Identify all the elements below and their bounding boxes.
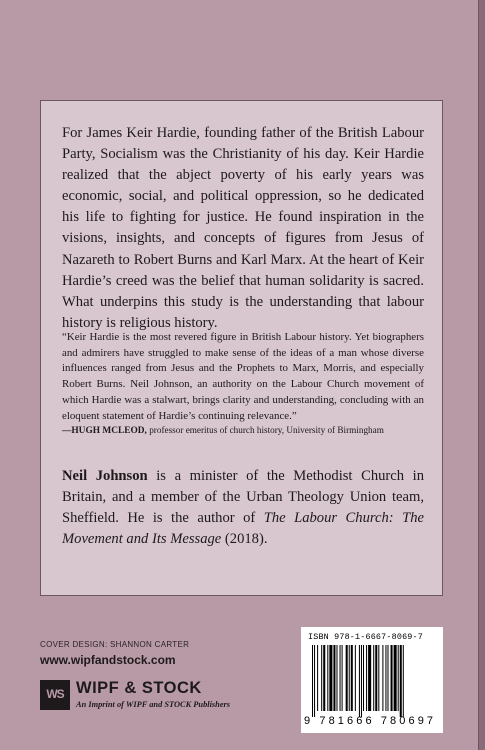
endorsement-quote: “Keir Hardie is the most revered figure in British Labour history. Yet biographers and admirers have struggled to make sense of the ideas of a man whose diverse influences ranged from Jesus and the Prophets to Marx, Morris, and especially Robert Burns. Neil Johnson, an authority on the Labour Church movement of which Hardie was a stalwart, brings clarity and understanding, concluding with an eloquent statement of Hardie’s continuing relevance.” (62, 331, 424, 422)
barcode-bar (340, 645, 341, 711)
spine-fold-line (478, 0, 479, 750)
author-bio-text: is a minister of the Methodist Church in Britain, and a member of the Urban Theology Union team, Sheffield. He is the author of (62, 468, 424, 527)
barcode-bar (321, 645, 322, 711)
barcode-bar (394, 645, 397, 711)
barcode-bar (336, 645, 337, 711)
isbn-label: ISBN 978-1-6667-8069-7 (308, 632, 423, 642)
author-previous-book-year: (2018). (221, 531, 268, 548)
barcode-graphic (310, 645, 438, 717)
barcode-bar (361, 645, 362, 717)
barcode-bar (346, 645, 348, 711)
barcode-bar (355, 645, 356, 711)
book-blurb: For James Keir Hardie, founding father of the British Labour Party, Socialism was the Christianity of his day. Keir Hardie realized that the abject poverty of his early years was economic, social, and political oppression, so he dedicated his life to fighting for justice. He found inspiration in the visions, insights, and concepts of figures from Jesus of Nazareth to Robert Burns and Karl Marx. At the heart of Keir Hardie’s creed was the belief that human solidarity is sacred. What underpins this study is the understanding that labour history is religious history. (62, 125, 424, 331)
barcode-bar (317, 645, 318, 711)
author-name: Neil Johnson (62, 468, 148, 484)
barcode-bar (385, 645, 386, 711)
barcode-bar (351, 645, 353, 711)
barcode-bar (342, 645, 343, 711)
publisher-logo (40, 680, 70, 710)
barcode-bar (398, 645, 399, 711)
barcode-bar (368, 645, 371, 711)
author-bio (62, 466, 424, 550)
spine-edge (479, 0, 485, 750)
barcode-bar (366, 645, 367, 711)
barcode-bar (400, 645, 402, 717)
barcode-bar (378, 645, 379, 711)
isbn-barcode-box (301, 627, 443, 733)
barcode-bar (333, 645, 335, 711)
author-previous-book-title: The Labour Church: The Movement and Its Message (62, 510, 424, 548)
endorser-name: —HUGH MCLEOD, (62, 426, 147, 436)
barcode-bar (359, 645, 360, 717)
barcode-bar (403, 645, 404, 717)
barcode-bar (373, 645, 374, 711)
barcode-bar (312, 645, 313, 717)
barcode-bar (375, 645, 377, 711)
barcode-bar (327, 645, 328, 711)
barcode-bar (363, 645, 364, 711)
publisher-logo-text: WS (46, 687, 64, 701)
endorser-affiliation: professor emeritus of church history, University of Birmingham (146, 425, 384, 435)
barcode-bar (349, 645, 350, 711)
barcode-bar (314, 645, 315, 717)
barcode-bar (391, 645, 393, 711)
barcode-bar (387, 645, 388, 711)
barcode-bar (329, 645, 332, 711)
publisher-name: WIPF & STOCK (76, 679, 202, 697)
publisher-website: www.wipfandstock.com (40, 653, 176, 667)
endorsement-attribution (62, 423, 424, 438)
barcode-bar (323, 645, 325, 711)
cover-design-credit: COVER DESIGN: SHANNON CARTER (40, 640, 190, 649)
barcode-bar (382, 645, 383, 711)
publisher-imprint: An Imprint of WIPF and STOCK Publishers (76, 700, 231, 709)
barcode-digits: 9 781666 780697 (304, 715, 437, 727)
